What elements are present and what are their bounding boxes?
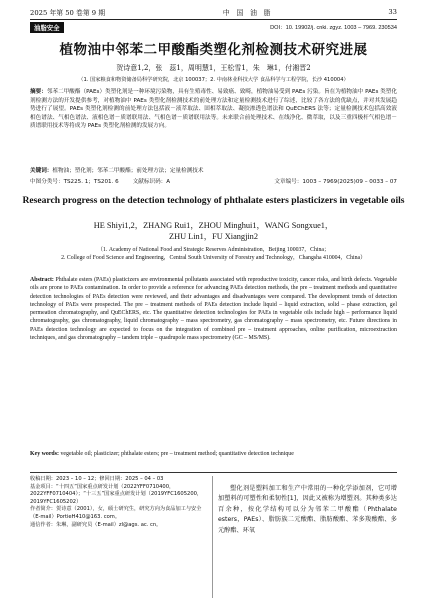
english-authors	[0, 220, 427, 242]
chinese-keywords-text: 植物油；塑化剂；邻苯二甲酸酯；前处理方法；定量检测技术	[52, 168, 204, 174]
column-divider	[212, 476, 213, 598]
page-number: 33	[388, 8, 397, 16]
english-abstract-text: Phthalate esters (PAEs) plasticizers are environmental pollutants associated with reproductive toxicity, cancer risks, and birth defects. Vegetable oils are prone to PAEs contamination. In order to provide a reference for advancing PAEs detection methods, the pre – treatment methods and quantitative detection technologies of PAEs detection were reviewed, and their advantages and disadvantages were compared. The development trends of detection technology of PAEs were prospected. The pre – treatment methods of PAEs detection include liquid – liquid extraction, solid – phase extraction, gel permeation chromatography, and QuEChERS, etc. The quantitative detection technologies for PAEs in vegetable oils include high – performance liquid chromatography, gas chromatography, liquid chromatography – mass spectrometry, gas chromatography – mass spectrometry, etc. Future directions in PAEs detection technology are expected to focus on the integration of combined pre – treatment approaches, online purification, microextraction techniques, and gas chromatography – tandem triple – quadrupole mass spectrometry (GC – MS/MS).	[30, 277, 397, 342]
running-header	[30, 5, 397, 20]
column-tag: 油脂安全	[30, 22, 64, 33]
chinese-authors: 贺诗意1,2，张 蕊1，周明慧1，王松雪1，朱 琳1，付湘晋2	[116, 64, 311, 72]
article-number: 文章编号：1003 – 7969(2025)09 – 0033 – 07	[274, 179, 397, 185]
fund-info: 基金项目：“十四五”国家重点研发计划（2022YFF0710400，2022YFF0710404）；“十三五”国家重点研发计划（2019YFC1605200，2019YFC1605202）	[30, 483, 203, 505]
doi[interactable]: DOI：10. 19902/j. cnki. zgyz. 1003 – 7969. 230534	[270, 25, 397, 31]
english-authors-line2: ZHU Lin1，FU Xiangjin2	[169, 232, 258, 241]
chinese-abstract	[30, 88, 397, 131]
intro-paragraph: 塑化剂是塑料加工和生产中常用的一种化学添加剂，它可增加塑料的可塑性和柔韧性[1]，因此又被称为增塑剂。其种类多达百余种，按化学结构可以分为邻苯二甲酸酯（Phthalate esters，PAEs）、脂肪族二元酸酯、脂肪酸酯、苯多羧酸酯、多元醇酯、环氧	[218, 485, 397, 534]
english-authors-line1: HE Shiyi1,2，ZHANG Rui1，ZHOU Minghui1，WANG Songxue1，	[93, 221, 334, 230]
english-affiliation-line2: 2. College of Food Science and Engineering，Central South University of Forestry and Technology，Changsha 410004，China）	[61, 255, 366, 261]
english-affiliation-line1: （1. Academy of National Food and Strategic Reserves Administration，Beijing 100037，China；	[97, 247, 330, 253]
chinese-keywords-label: 关键词：	[30, 168, 53, 174]
document-code: 文献标识码：A	[132, 179, 171, 185]
received-date: 收稿日期：2023 – 10 – 12；修回日期：2025 – 04 – 03	[30, 476, 164, 482]
divider	[30, 472, 397, 473]
journal-name: 中 国 油 脂	[222, 9, 271, 17]
issue-label: 2025 年第 50 卷第 9 期	[30, 9, 106, 17]
chinese-title: 植物油中邻苯二甲酸酯类塑化剂检测技术研究进展	[59, 42, 368, 58]
chinese-keywords	[30, 166, 397, 174]
english-abstract-label: Abstract:	[30, 277, 54, 283]
english-keywords	[30, 450, 397, 458]
english-affiliation	[50, 246, 377, 262]
chinese-abstract-label: 摘要：	[30, 89, 47, 95]
clc-number: 中图分类号：TS225. 1；TS201. 6	[30, 179, 119, 185]
english-title: Research progress on the detection technology of phthalate esters plasticizers in vegetable oils	[22, 195, 405, 206]
english-abstract	[30, 276, 397, 342]
author-info: 作者简介：贺诗意（2001），女，硕士研究生，研究方向为食品加工与安全（E-mail）PortieH410@163. com。	[30, 506, 202, 520]
english-keywords-text: vegetable oil; plasticizer; phthalate esters; pre – treatment method; quantitative detection technique	[60, 451, 294, 457]
chinese-affiliation: （1. 国家粮食和物资储备局科学研究院，北京 100037；2. 中南林业科技大学 食品科学与工程学院，长沙 410004）	[78, 77, 349, 83]
english-keywords-label: Key words:	[30, 451, 59, 457]
chinese-abstract-text: 邻苯二甲酸酯（PAEs）类塑化剂是一种环境污染物，具有生殖毒性、易致癌、致畸，植物油易受到 PAEs 污染。旨在为植物油中 PAEs 类塑化剂检测方法的开发提供参考，对植物油中 PAEs 类塑化剂检测技术的前处理方法和定量检测技术进行了综述，比较了各方法的优缺点，并对其发展趋势进行了展望。PAEs 类塑化剂检测的前处理方法包括液－液萃取法、固相萃取法、凝胶渗透色谱法和 QuEChERS 法等；定量检测技术包括高效液相色谱法、气相色谱法、液相色谱－质谱联用法、气相色谱－质谱联用法等。未来联合前处理技术、在线净化、微萃取，以及三重四极杆气相色谱－质谱联用技术等将成为 PAEs 类塑化剂检测的发展方向。	[30, 89, 397, 130]
classification-line	[30, 177, 397, 185]
footnote	[30, 476, 208, 529]
corresponding-author: 通信作者：朱琳，副研究员（E-mail）zl@ags. ac. cn。	[30, 521, 162, 528]
